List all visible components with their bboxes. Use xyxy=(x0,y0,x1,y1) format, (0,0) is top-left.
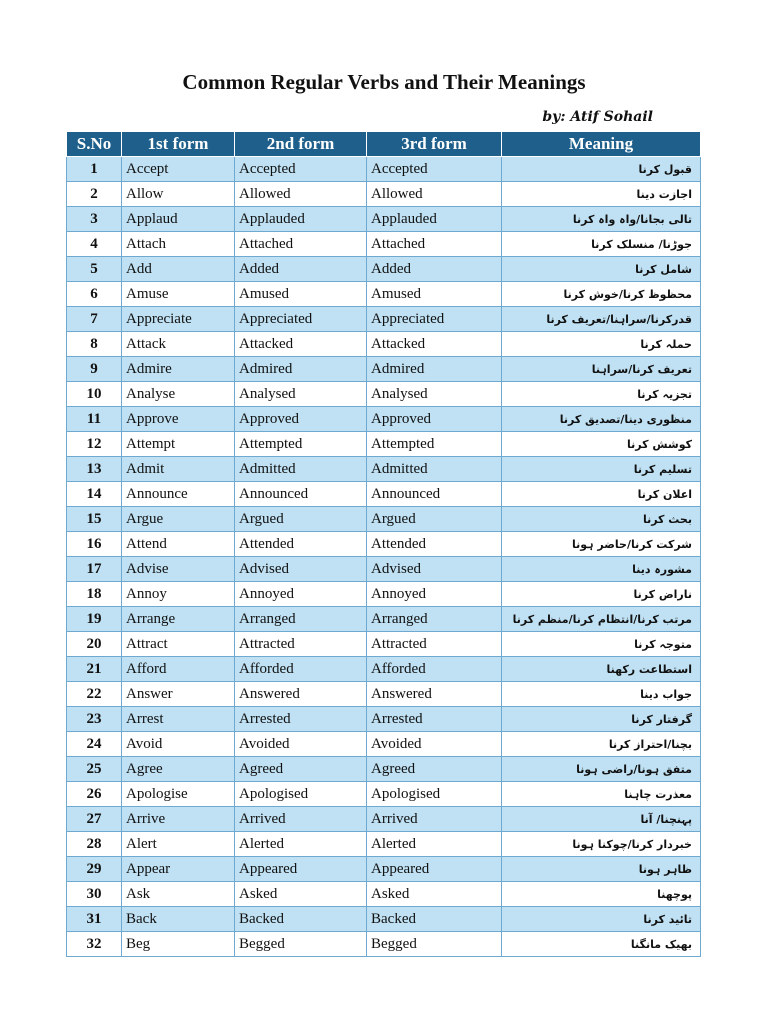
cell-meaning: تالی بجانا/واہ واہ کرنا xyxy=(502,207,701,232)
cell-sno: 20 xyxy=(67,632,122,657)
table-row xyxy=(67,832,701,857)
cell-meaning: اعلان کرنا xyxy=(502,482,701,507)
table-row xyxy=(67,532,701,557)
cell-meaning: قبول کرنا xyxy=(502,157,701,182)
cell-meaning: مشورہ دینا xyxy=(502,557,701,582)
table-row xyxy=(67,207,701,232)
table-row xyxy=(67,582,701,607)
cell-second-form: Agreed xyxy=(235,757,367,782)
cell-third-form: Answered xyxy=(367,682,502,707)
cell-third-form: Agreed xyxy=(367,757,502,782)
table-row xyxy=(67,857,701,882)
cell-second-form: Avoided xyxy=(235,732,367,757)
table-row xyxy=(67,157,701,182)
table-row xyxy=(67,907,701,932)
table-row xyxy=(67,507,701,532)
cell-second-form: Alerted xyxy=(235,832,367,857)
cell-second-form: Analysed xyxy=(235,382,367,407)
cell-third-form: Backed xyxy=(367,907,502,932)
cell-meaning: معذرت چاہنا xyxy=(502,782,701,807)
cell-sno: 1 xyxy=(67,157,122,182)
table-row xyxy=(67,257,701,282)
cell-third-form: Admired xyxy=(367,357,502,382)
header-row xyxy=(67,132,701,157)
cell-third-form: Attempted xyxy=(367,432,502,457)
cell-first-form: Attend xyxy=(122,532,235,557)
cell-sno: 14 xyxy=(67,482,122,507)
cell-meaning: بچنا/احتراز کرنا xyxy=(502,732,701,757)
cell-third-form: Afforded xyxy=(367,657,502,682)
cell-first-form: Attach xyxy=(122,232,235,257)
cell-sno: 3 xyxy=(67,207,122,232)
header-first-form: 1st form xyxy=(122,132,235,157)
cell-sno: 22 xyxy=(67,682,122,707)
cell-sno: 6 xyxy=(67,282,122,307)
cell-sno: 16 xyxy=(67,532,122,557)
table-row xyxy=(67,332,701,357)
cell-first-form: Arrive xyxy=(122,807,235,832)
cell-first-form: Allow xyxy=(122,182,235,207)
cell-sno: 31 xyxy=(67,907,122,932)
cell-meaning: شامل کرنا xyxy=(502,257,701,282)
cell-first-form: Announce xyxy=(122,482,235,507)
cell-meaning: گرفتار کرنا xyxy=(502,707,701,732)
cell-second-form: Begged xyxy=(235,932,367,957)
cell-first-form: Agree xyxy=(122,757,235,782)
cell-second-form: Accepted xyxy=(235,157,367,182)
cell-meaning: شرکت کرنا/حاضر ہونا xyxy=(502,532,701,557)
table-row xyxy=(67,407,701,432)
cell-first-form: Afford xyxy=(122,657,235,682)
cell-meaning: ناراض کرنا xyxy=(502,582,701,607)
cell-sno: 11 xyxy=(67,407,122,432)
cell-meaning: متفق ہونا/راضی ہونا xyxy=(502,757,701,782)
cell-meaning: مرتب کرنا/انتظام کرنا/منظم کرنا xyxy=(502,607,701,632)
cell-first-form: Annoy xyxy=(122,582,235,607)
cell-sno: 9 xyxy=(67,357,122,382)
table-row xyxy=(67,232,701,257)
cell-second-form: Attacked xyxy=(235,332,367,357)
cell-sno: 19 xyxy=(67,607,122,632)
cell-first-form: Accept xyxy=(122,157,235,182)
cell-second-form: Amused xyxy=(235,282,367,307)
cell-third-form: Apologised xyxy=(367,782,502,807)
cell-meaning: محظوظ کرنا/خوش کرنا xyxy=(502,282,701,307)
table-row xyxy=(67,707,701,732)
cell-sno: 21 xyxy=(67,657,122,682)
cell-meaning: اجازت دینا xyxy=(502,182,701,207)
cell-first-form: Advise xyxy=(122,557,235,582)
cell-sno: 10 xyxy=(67,382,122,407)
table-row xyxy=(67,782,701,807)
cell-sno: 28 xyxy=(67,832,122,857)
cell-third-form: Argued xyxy=(367,507,502,532)
cell-first-form: Arrest xyxy=(122,707,235,732)
cell-second-form: Approved xyxy=(235,407,367,432)
cell-meaning: خبردار کرنا/چوکنا ہونا xyxy=(502,832,701,857)
table-row xyxy=(67,482,701,507)
cell-second-form: Answered xyxy=(235,682,367,707)
cell-third-form: Amused xyxy=(367,282,502,307)
cell-first-form: Ask xyxy=(122,882,235,907)
cell-meaning: متوجہ کرنا xyxy=(502,632,701,657)
cell-first-form: Attempt xyxy=(122,432,235,457)
table-row xyxy=(67,657,701,682)
cell-first-form: Attack xyxy=(122,332,235,357)
cell-first-form: Approve xyxy=(122,407,235,432)
table-row xyxy=(67,432,701,457)
cell-sno: 12 xyxy=(67,432,122,457)
cell-second-form: Argued xyxy=(235,507,367,532)
cell-first-form: Add xyxy=(122,257,235,282)
cell-second-form: Asked xyxy=(235,882,367,907)
cell-sno: 30 xyxy=(67,882,122,907)
author-credit: by: Atif Sohail xyxy=(542,109,653,125)
table-row xyxy=(67,557,701,582)
cell-meaning: تجزیہ کرنا xyxy=(502,382,701,407)
cell-second-form: Announced xyxy=(235,482,367,507)
cell-second-form: Backed xyxy=(235,907,367,932)
cell-sno: 13 xyxy=(67,457,122,482)
cell-first-form: Answer xyxy=(122,682,235,707)
table-row xyxy=(67,182,701,207)
cell-third-form: Arranged xyxy=(367,607,502,632)
table-row xyxy=(67,882,701,907)
cell-meaning: حملہ کرنا xyxy=(502,332,701,357)
cell-second-form: Annoyed xyxy=(235,582,367,607)
cell-sno: 32 xyxy=(67,932,122,957)
cell-sno: 15 xyxy=(67,507,122,532)
cell-third-form: Added xyxy=(367,257,502,282)
table-row xyxy=(67,807,701,832)
cell-sno: 27 xyxy=(67,807,122,832)
cell-sno: 7 xyxy=(67,307,122,332)
cell-third-form: Accepted xyxy=(367,157,502,182)
table-row xyxy=(67,307,701,332)
cell-meaning: پہنچنا/ آنا xyxy=(502,807,701,832)
cell-third-form: Attended xyxy=(367,532,502,557)
cell-second-form: Advised xyxy=(235,557,367,582)
cell-first-form: Applaud xyxy=(122,207,235,232)
cell-sno: 24 xyxy=(67,732,122,757)
cell-third-form: Arrested xyxy=(367,707,502,732)
cell-sno: 18 xyxy=(67,582,122,607)
cell-first-form: Beg xyxy=(122,932,235,957)
cell-second-form: Arranged xyxy=(235,607,367,632)
cell-second-form: Admired xyxy=(235,357,367,382)
cell-second-form: Afforded xyxy=(235,657,367,682)
cell-third-form: Attacked xyxy=(367,332,502,357)
document-title: Common Regular Verbs and Their Meanings xyxy=(182,70,586,94)
cell-third-form: Admitted xyxy=(367,457,502,482)
cell-third-form: Advised xyxy=(367,557,502,582)
table-body xyxy=(67,157,701,957)
cell-second-form: Allowed xyxy=(235,182,367,207)
cell-second-form: Arrived xyxy=(235,807,367,832)
cell-meaning: استطاعت رکھنا xyxy=(502,657,701,682)
cell-first-form: Admit xyxy=(122,457,235,482)
cell-third-form: Appreciated xyxy=(367,307,502,332)
header-meaning: Meaning xyxy=(502,132,701,157)
table-row xyxy=(67,632,701,657)
cell-third-form: Analysed xyxy=(367,382,502,407)
cell-first-form: Analyse xyxy=(122,382,235,407)
cell-meaning: کوشش کرنا xyxy=(502,432,701,457)
cell-third-form: Attracted xyxy=(367,632,502,657)
cell-meaning: جواب دینا xyxy=(502,682,701,707)
cell-meaning: قدرکرنا/سراہنا/تعریف کرنا xyxy=(502,307,701,332)
cell-third-form: Asked xyxy=(367,882,502,907)
cell-meaning: منظوری دینا/تصدیق کرنا xyxy=(502,407,701,432)
cell-first-form: Appreciate xyxy=(122,307,235,332)
cell-third-form: Arrived xyxy=(367,807,502,832)
cell-first-form: Argue xyxy=(122,507,235,532)
cell-second-form: Arrested xyxy=(235,707,367,732)
cell-sno: 2 xyxy=(67,182,122,207)
cell-third-form: Alerted xyxy=(367,832,502,857)
cell-second-form: Applauded xyxy=(235,207,367,232)
cell-meaning: تعریف کرنا/سراہنا xyxy=(502,357,701,382)
cell-third-form: Avoided xyxy=(367,732,502,757)
table-header xyxy=(67,132,701,157)
cell-first-form: Arrange xyxy=(122,607,235,632)
cell-meaning: بحث کرنا xyxy=(502,507,701,532)
cell-second-form: Attracted xyxy=(235,632,367,657)
cell-meaning: تائید کرنا xyxy=(502,907,701,932)
cell-second-form: Admitted xyxy=(235,457,367,482)
cell-sno: 25 xyxy=(67,757,122,782)
cell-third-form: Applauded xyxy=(367,207,502,232)
verb-table xyxy=(66,131,701,957)
cell-second-form: Attached xyxy=(235,232,367,257)
table-row xyxy=(67,282,701,307)
cell-second-form: Appreciated xyxy=(235,307,367,332)
cell-third-form: Approved xyxy=(367,407,502,432)
cell-third-form: Announced xyxy=(367,482,502,507)
table-row xyxy=(67,382,701,407)
cell-second-form: Appeared xyxy=(235,857,367,882)
cell-second-form: Apologised xyxy=(235,782,367,807)
table-row xyxy=(67,757,701,782)
header-second-form: 2nd form xyxy=(235,132,367,157)
cell-third-form: Annoyed xyxy=(367,582,502,607)
cell-first-form: Avoid xyxy=(122,732,235,757)
cell-meaning: پوچھنا xyxy=(502,882,701,907)
cell-sno: 4 xyxy=(67,232,122,257)
cell-sno: 23 xyxy=(67,707,122,732)
table-row xyxy=(67,607,701,632)
cell-meaning: تسلیم کرنا xyxy=(502,457,701,482)
cell-sno: 26 xyxy=(67,782,122,807)
cell-third-form: Attached xyxy=(367,232,502,257)
cell-first-form: Back xyxy=(122,907,235,932)
cell-first-form: Appear xyxy=(122,857,235,882)
cell-second-form: Attempted xyxy=(235,432,367,457)
cell-second-form: Added xyxy=(235,257,367,282)
header-third-form: 3rd form xyxy=(367,132,502,157)
cell-third-form: Appeared xyxy=(367,857,502,882)
table-row xyxy=(67,457,701,482)
cell-meaning: ظاہر ہونا xyxy=(502,857,701,882)
cell-sno: 8 xyxy=(67,332,122,357)
cell-first-form: Attract xyxy=(122,632,235,657)
cell-sno: 5 xyxy=(67,257,122,282)
cell-first-form: Amuse xyxy=(122,282,235,307)
cell-first-form: Apologise xyxy=(122,782,235,807)
table-row xyxy=(67,732,701,757)
cell-sno: 29 xyxy=(67,857,122,882)
cell-sno: 17 xyxy=(67,557,122,582)
cell-first-form: Admire xyxy=(122,357,235,382)
table-row xyxy=(67,932,701,957)
table-row xyxy=(67,357,701,382)
cell-third-form: Allowed xyxy=(367,182,502,207)
cell-second-form: Attended xyxy=(235,532,367,557)
cell-meaning: جوڑنا/ منسلک کرنا xyxy=(502,232,701,257)
header-sno: S.No xyxy=(67,132,122,157)
cell-first-form: Alert xyxy=(122,832,235,857)
cell-meaning: بھیک مانگنا xyxy=(502,932,701,957)
cell-third-form: Begged xyxy=(367,932,502,957)
table-row xyxy=(67,682,701,707)
